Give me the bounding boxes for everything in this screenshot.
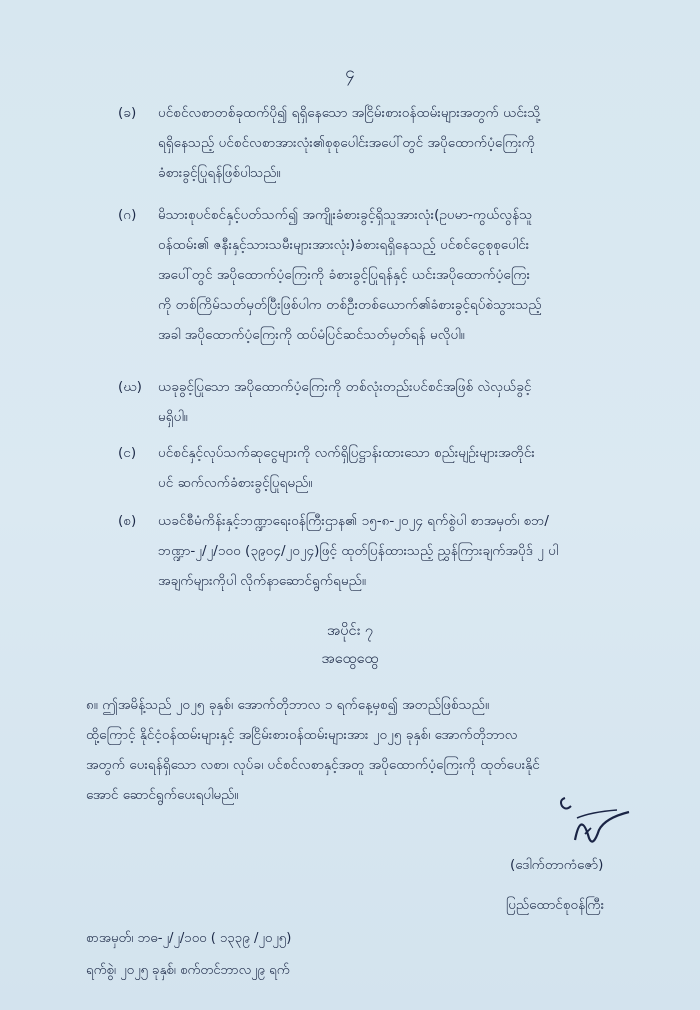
reference-date: ရက်စွဲ၊ ၂၀၂၅ ခုနှစ်၊ စက်တင်ဘာလ၂၉ ရက် bbox=[86, 963, 290, 978]
clause-line: ကို တစ်ကြိမ်သတ်မှတ်ပြီးဖြစ်ပါက တစ်ဦးတစ်ယောက်၏ခံစားခွင့်ရပ်စဲသွားသည့် bbox=[158, 297, 542, 313]
clause-label: (ဂ) bbox=[118, 207, 137, 223]
clause-text bbox=[158, 200, 654, 350]
clause-text bbox=[158, 98, 654, 188]
clause-line: မိသားစုပင်စင်နှင့်ပတ်သက်၍ အကျိုးခံစားခွင့်ရှိသူအားလုံး(ဥပမာ-ကွယ်လွန်သူ bbox=[158, 207, 533, 223]
signatory-name: (ဒေါက်တာကံဇော်) bbox=[510, 857, 604, 873]
clause-line: အခါ အပိုထောက်ပံ့ကြေးကို ထပ်မံပြင်ဆင်သတ်မှတ်ရန် မလိုပါ။ bbox=[158, 327, 465, 343]
clause-text bbox=[158, 438, 654, 498]
paragraph-line: အတွက် ပေးရန်ရှိသော လစာ၊ လုပ်ခ၊ ပင်စင်လစာနှင့်အတူ အပိုထောက်ပံ့ကြေးကို ထုတ်ပေးနိုင် bbox=[86, 757, 540, 773]
clause-line: ရရှိနေသည့် ပင်စင်လစာအားလုံး၏စုစုပေါင်းအပေါ်တွင် အပိုထောက်ပံ့ကြေးကို bbox=[158, 135, 535, 151]
page-number: ၄ bbox=[345, 63, 355, 83]
clause-line: အပေါ်တွင် အပိုထောက်ပံ့ကြေးကို ခံစားခွင့်ပြုရန်နှင့် ယင်းအပိုထောက်ပံ့ကြေး bbox=[158, 267, 531, 283]
clause-line: ပင်စင်နှင့်လုပ်သက်ဆုငွေများကို လက်ရှိပြဋ္ဌာန်းထားသော စည်းမျဉ်းများအတိုင်း bbox=[158, 445, 535, 461]
clause-label: (ခ) bbox=[118, 105, 137, 121]
clause-line: ယခုခွင့်ပြုသော အပိုထောက်ပံ့ကြေးကို တစ်လုံးတည်းပင်စင်အဖြစ် လဲလှယ်ခွင့် bbox=[158, 379, 532, 395]
clause-text bbox=[158, 506, 654, 596]
signatory-title: ပြည်ထောင်စုဝန်ကြီး bbox=[506, 897, 605, 913]
clause-line: ပင်စင်လစာတစ်ခုထက်ပို၍ ရရှိနေသော အငြိမ်းစားဝန်ထမ်းများအတွက် ယင်းသို့ bbox=[158, 105, 541, 121]
clause-line: ယခင်စီမံကိန်းနှင့်ဘဏ္ဍာရေးဝန်ကြီးဌာန၏ ၁၅-၈-၂၀၂၄ ရက်စွဲပါ စာအမှတ်၊ စဘ/ bbox=[158, 513, 549, 529]
clause-line: ဘဏ္ဍာ-၂/၂/၁၀၀ (၃၉၀၄/၂၀၂၄)ဖြင့် ထုတ်ပြန်ထားသည့် ညွှန်ကြားချက်အပိုဒ် ၂ ပါ bbox=[158, 543, 559, 559]
clause-line: ပင် ဆက်လက်ခံစားခွင့်ပြုရမည်။ bbox=[158, 475, 313, 491]
clause-label: (ဃ) bbox=[118, 379, 142, 395]
clause-text bbox=[158, 372, 654, 432]
paragraph-line: ထို့ကြောင့် နိုင်ငံ့ဝန်ထမ်းများနှင့် အငြိမ်းစားဝန်ထမ်းများအား ၂၀၂၅ ခုနှစ်၊ အောက်တိုဘာလ bbox=[86, 727, 518, 743]
reference-number: စာအမှတ်၊ ဘဓ-၂/၂/၁၀၀ ( ၁၃၃၉ /၂၀၂၅) bbox=[86, 931, 292, 946]
clause-line: မရှိပါ။ bbox=[158, 409, 188, 425]
paragraph-line: အောင် ဆောင်ရွက်ပေးရပါမည်။ bbox=[86, 787, 239, 803]
clause-line: ဝန်ထမ်း၏ ဇနီးနှင့်သားသမီးများအားလုံး)ခံစားရရှိနေသည့် ပင်စင်ငွေစုစုပေါင်း bbox=[158, 237, 530, 253]
clause-line: အချက်များကိုပါ လိုက်နာဆောင်ရွက်ရမည်။ bbox=[158, 573, 366, 589]
handwritten-signature bbox=[555, 790, 635, 850]
chapter-heading: အပိုင်း ၇ bbox=[326, 623, 374, 639]
clause-line: ခံစားခွင့်ပြုရန်ဖြစ်ပါသည်။ bbox=[158, 165, 281, 181]
chapter-title: အထွေထွေ bbox=[321, 651, 379, 667]
clause-label: (င) bbox=[118, 445, 137, 461]
paragraph-line: ၈။ ဤအမိန့်သည် ၂၀၂၅ ခုနှစ်၊ အောက်တိုဘာလ ၁ ရက်နေ့မှစ၍ အတည်ဖြစ်သည်။ bbox=[86, 697, 490, 713]
clause-label: (စ) bbox=[118, 513, 137, 529]
